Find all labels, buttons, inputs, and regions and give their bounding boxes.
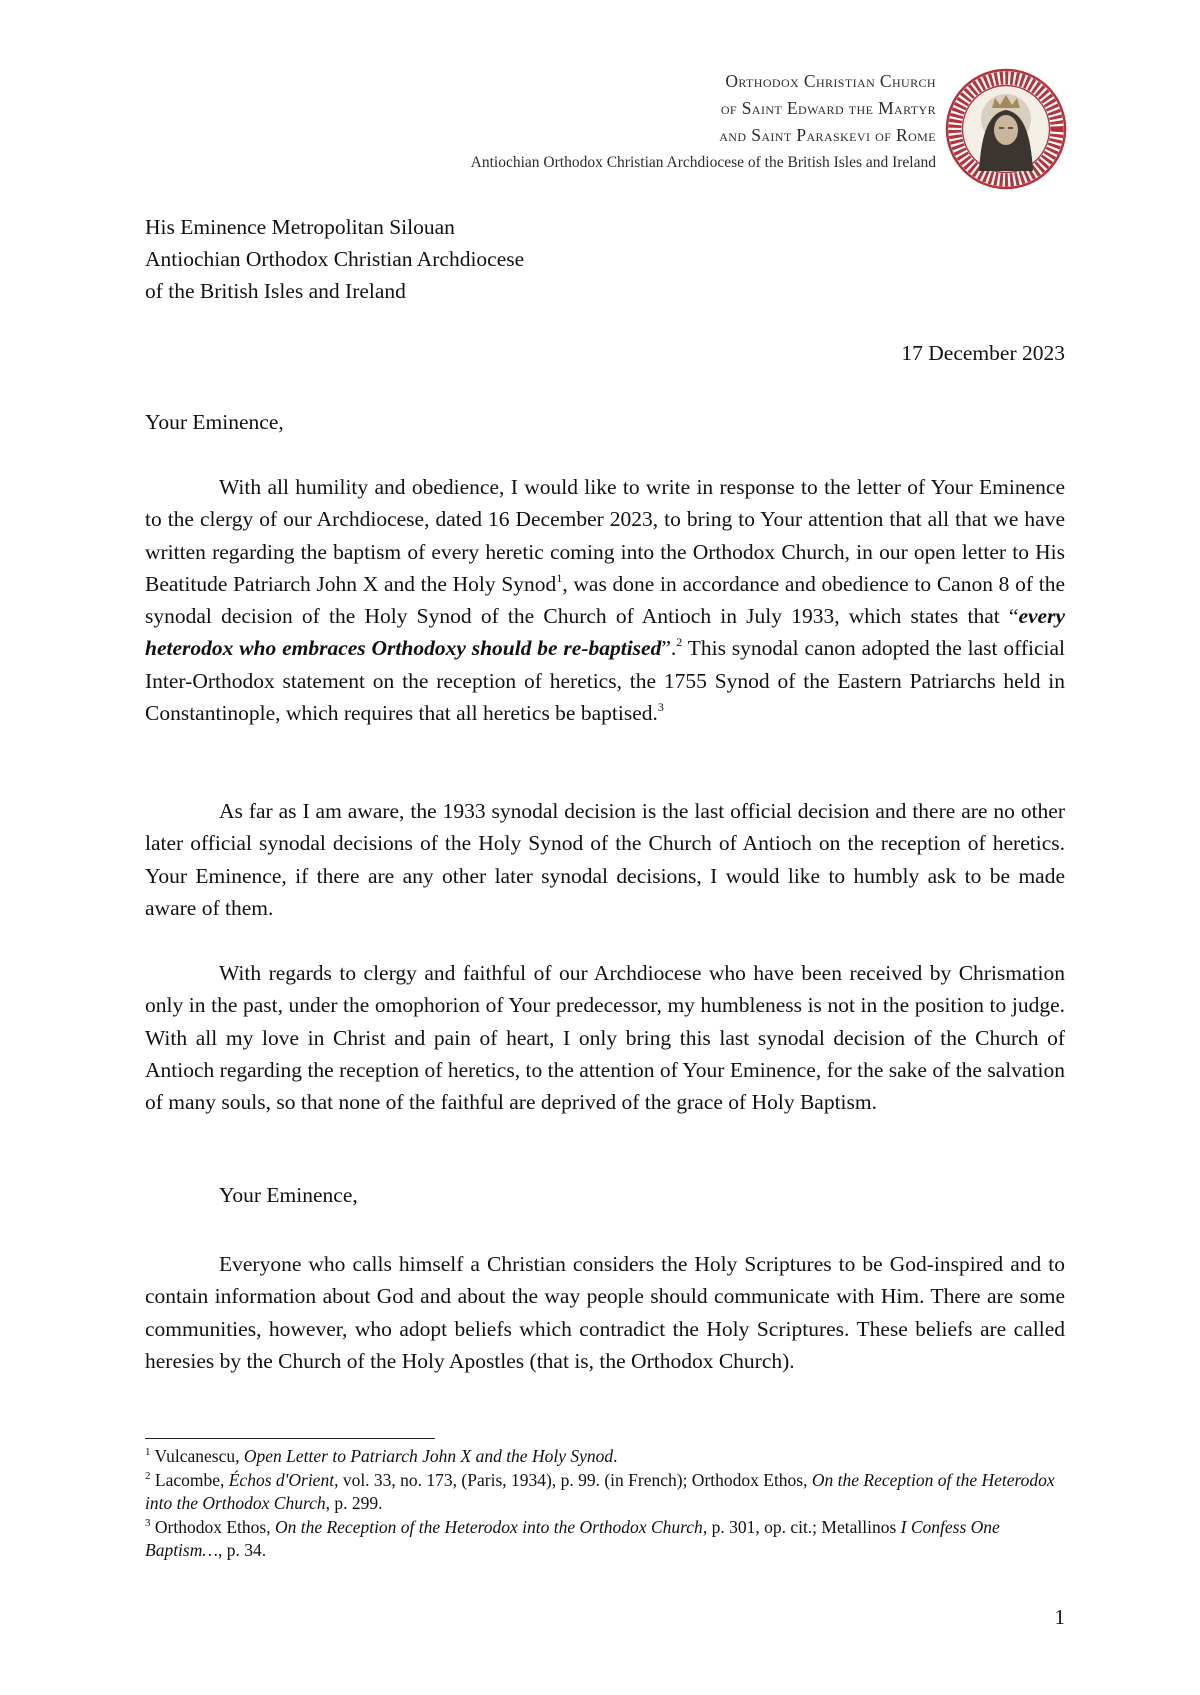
canon-quote: every heterodox who embraces Orthodoxy should be re-baptised: [145, 604, 1065, 661]
paragraph-1-text-a: With all humility and obedience, I would like to write in response to the letter of Your Eminence to the clergy of our Archdiocese, dated 16 December 2023, to bring to Your attention that all that we have written regarding the baptism of every heretic coming into the Orthodox Church, in our open letter to His Beatitude Patriarch John X and the Holy Synod: [145, 475, 1065, 596]
recipient-line-2: Antiochian Orthodox Christian Archdiocese: [145, 247, 525, 272]
letter-date: 17 December 2023: [901, 341, 1065, 365]
paragraph-2: As far as I am aware, the 1933 synodal decision is the last official decision and there are no other later official synodal decisions of the Holy Synod of the Church of Antioch on the reception of heretics. Your Eminence, if there are any other later synodal decisions, I would like to humbly ask to be made aware of them.: [145, 799, 1065, 920]
footnote-number: 2: [145, 1469, 151, 1482]
footnote-ref-3: 3: [657, 700, 664, 715]
footnote-ref-1: 1: [556, 570, 563, 585]
paragraph-1-text-c: ”.: [661, 636, 677, 661]
footnote-text: , p. 301, op. cit.; Metallinos: [702, 1516, 901, 1537]
footnote-text: , vol. 33, no. 173, (Paris, 1934), p. 99. (in French); Orthodox Ethos,: [334, 1469, 812, 1490]
paragraph-4: Everyone who calls himself a Christian considers the Holy Scriptures to be God-inspired and to contain information about God and about the way people should communicate with Him. There are some communities, however, who adopt beliefs which contradict the Holy Scriptures. These beliefs are called heresies by the Church of the Holy Apostles (that is, the Orthodox Church).: [145, 1252, 1065, 1373]
footnote-title: Échos d'Orient: [228, 1469, 335, 1490]
footnote-text: , p. 34.: [217, 1540, 267, 1560]
footnote-3: [145, 1516, 1065, 1563]
footnote-ref-2: 2: [676, 635, 683, 650]
footnote-title: On the Reception of the Heterodox into the Orthodox Church: [274, 1516, 703, 1537]
salutation-2: Your Eminence,: [219, 1183, 358, 1207]
recipient-address: [145, 211, 1065, 308]
footnote-title: Open Letter to Patriarch John X and the Holy Synod: [243, 1446, 614, 1466]
footnote-2: [145, 1469, 1065, 1516]
footnote-title: On the Reception of the Heterodox into the Orthodox Church: [145, 1469, 1055, 1513]
paragraph-1-text-d: This synodal canon adopted the last official Inter-Orthodox statement on the reception of heretics, the 1755 Synod of the Eastern Patriarchs held in Constantinople, which requires that all heretics be baptised.: [145, 636, 1066, 726]
footnote-1: [145, 1445, 1065, 1469]
church-name-line-2: of Saint Edward the Martyr: [720, 98, 936, 118]
paragraph-1: [145, 471, 1065, 729]
footnote-title: I Confess One Baptism…: [145, 1516, 1000, 1560]
letterhead: [471, 68, 936, 176]
footnote-text: Vulcanescu,: [150, 1446, 244, 1466]
paragraph-3: With regards to clergy and faithful of our Archdiocese who have been received by Chrismation only in the past, under the omophorion of Your predecessor, my humbleness is not in the position to judge. With all my love in Christ and pain of heart, I only bring this last synodal decision of the Church of Antioch regarding the reception of heretics, to the attention of Your Eminence, for the sake of the salvation of many souls, so that none of the faithful are deprived of the grace of Holy Baptism.: [145, 961, 1065, 1115]
footnote-text: .: [613, 1446, 618, 1466]
footnote-text: Orthodox Ethos,: [150, 1516, 275, 1537]
footnote-number: 1: [145, 1446, 151, 1458]
recipient-line-1: His Eminence Metropolitan Silouan: [145, 215, 455, 239]
salutation: Your Eminence,: [145, 410, 284, 434]
saint-face: [994, 115, 1018, 145]
footnote-text: Lacombe,: [150, 1469, 229, 1490]
footnote-divider: [145, 1438, 435, 1439]
footnote-number: 3: [145, 1516, 151, 1529]
church-name-line-1: Orthodox Christian Church: [725, 71, 936, 91]
church-seal-icon: [945, 68, 1067, 190]
footnote-text: , p. 299.: [325, 1493, 383, 1513]
paragraph-1-text-b: , was done in accordance and obedience to Canon 8 of the synodal decision of the Holy Synod of the Church of Antioch in July 1933, which states that “: [145, 571, 1065, 629]
footnotes: [145, 1445, 1065, 1563]
recipient-line-3: of the British Isles and Ireland: [145, 279, 406, 304]
archdiocese-line: Antiochian Orthodox Christian Archdiocese of the British Isles and Ireland: [470, 154, 936, 171]
page-number: 1: [1054, 1605, 1065, 1629]
church-name-line-3: and Saint Paraskevi of Rome: [719, 125, 936, 145]
